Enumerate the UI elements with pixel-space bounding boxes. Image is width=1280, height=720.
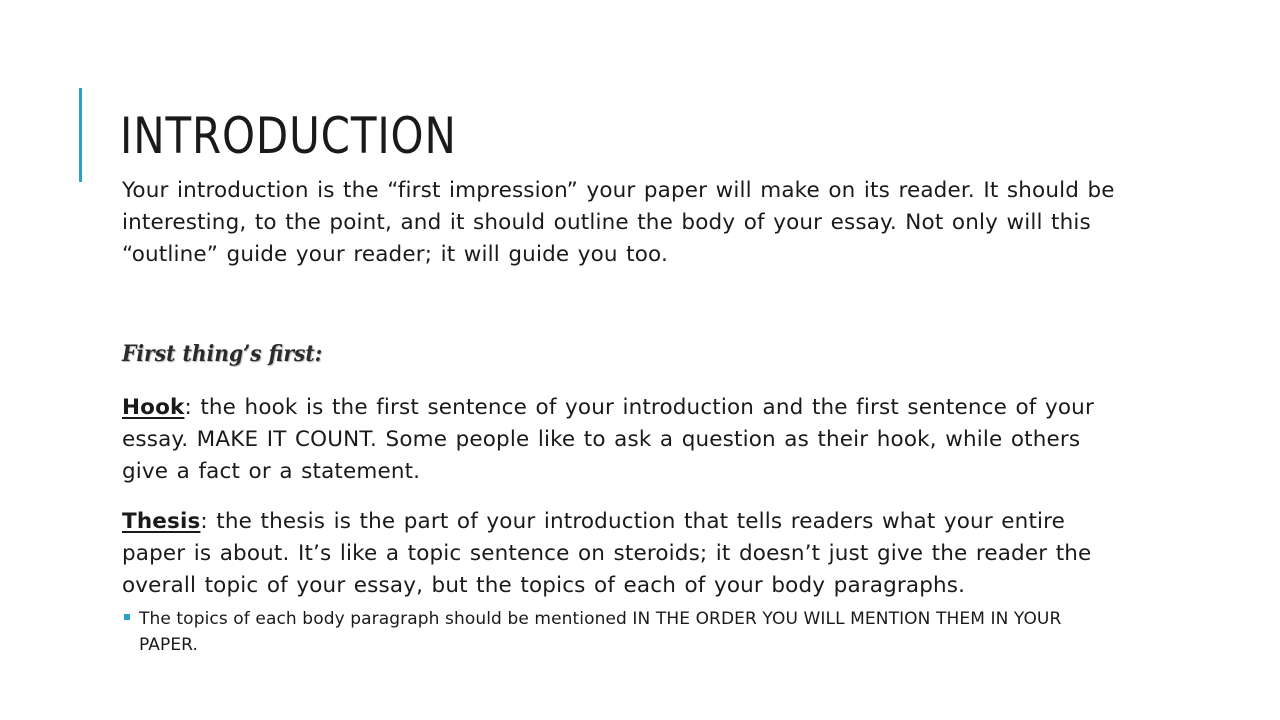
hook-paragraph <box>122 392 1132 488</box>
thesis-definition: the thesis is the part of your introduction that tells readers what your entire paper is about. It’s like a topic sentence on steroids; it doesn’t just give the reader the overall topic of your essay, but the topics of each of your body paragraphs. <box>122 509 1092 598</box>
square-bullet-icon <box>124 614 130 620</box>
slide-title: INTRODUCTION <box>120 107 457 165</box>
bullet-item <box>124 606 1114 658</box>
thesis-separator: : <box>200 509 208 534</box>
thesis-paragraph <box>122 506 1132 602</box>
thesis-term: Thesis <box>122 509 201 534</box>
hook-definition: the hook is the first sentence of your introduction and the first sentence of your essay. MAKE IT COUNT. Some people like to ask a question as their hook, while others give a fact or a statement. <box>122 395 1094 484</box>
intro-paragraph: Your introduction is the “first impression” your paper will make on its reader. It should be interesting, to the point, and it should outline the body of your essay. Not only will this “outline” guide your reader; it will guide you too. <box>122 178 1115 267</box>
bullet-text: The topics of each body paragraph should be mentioned IN THE ORDER YOU WILL MENTION THEM IN YOUR PAPER. <box>139 609 1062 655</box>
title-accent-bar <box>79 88 82 182</box>
subheading: First thing’s first: <box>122 341 323 367</box>
hook-separator: : <box>184 395 192 420</box>
hook-term: Hook <box>122 395 185 420</box>
